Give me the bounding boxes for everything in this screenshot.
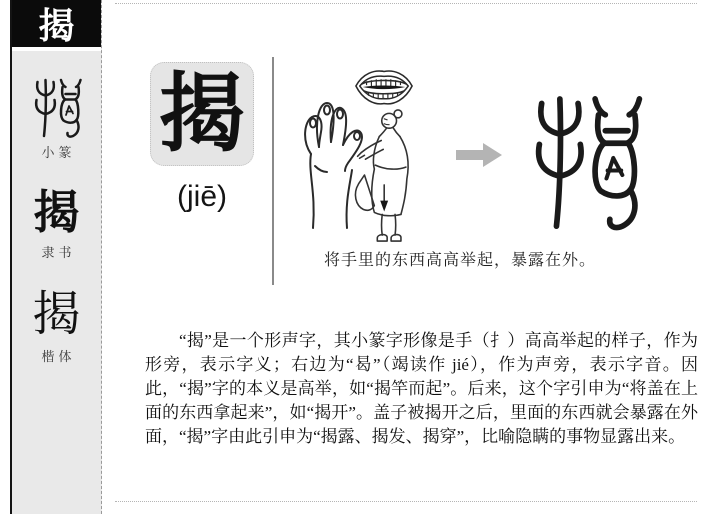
explanation-paragraph: “揭”是一个形声字，其小篆字形像是手（扌）高高举起的样子，作为形旁，表示字义；右边为“曷”（竭读作 jié），作为声旁，表示字音。因此，“揭”字的本义是高举，如“揭竿而起”。后来，这个字引申为“将盖在上面的东西拿起来”，如“揭开”。盖子被揭开之后，里面的东西就会暴露在外面，“揭”字由此引申为“揭露、揭发、揭穿”，比喻隐瞒的事物显露出来。	[145, 331, 698, 446]
right-arrow-icon	[456, 142, 502, 168]
seal-script-label: 小篆	[41, 145, 76, 160]
main-character: 揭	[159, 66, 245, 162]
sidebar-header	[12, 0, 101, 51]
mouth-icon	[353, 64, 415, 110]
illustration-caption: 将手里的东西高高举起，暴露在外。	[323, 252, 596, 269]
regular-script-label: 楷体	[41, 349, 76, 364]
main-character-box	[150, 62, 254, 166]
bottom-divider-line	[115, 501, 697, 502]
person-icon	[350, 106, 445, 244]
clerical-script-character: 揭	[33, 187, 80, 238]
top-divider-line	[115, 3, 697, 4]
script-sidebar	[10, 0, 102, 514]
pinyin-reading: (jiē)	[177, 180, 227, 213]
regular-script-character: 揭	[32, 288, 81, 341]
clerical-script-label: 隶书	[41, 245, 76, 260]
seal-script-small-icon	[31, 73, 83, 139]
sidebar-script-list	[12, 51, 101, 365]
header-character: 揭	[38, 6, 75, 46]
seal-script-large-icon	[528, 83, 644, 233]
